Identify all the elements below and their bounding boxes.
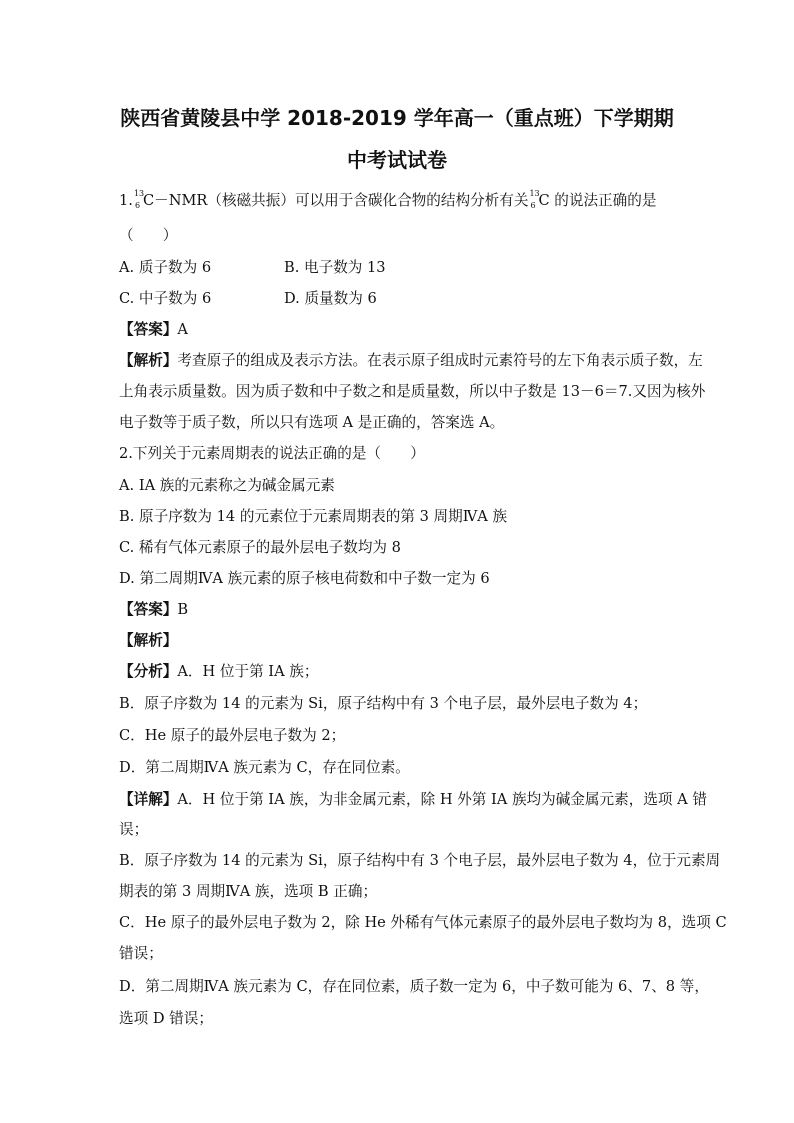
q2-fenxi-d: D．第二周期ⅣA 族元素为 C，存在同位素。 — [119, 759, 410, 776]
q1-option-a: A. 质子数为 6 — [119, 259, 212, 276]
q2-xiangjie-a1 — [119, 790, 707, 810]
q2-xiangjie-d2: 选项 D 错误； — [119, 1010, 213, 1027]
q2-fenxi-c: C．He 原子的最外层电子数为 2； — [119, 727, 346, 744]
q1-analysis-line1 — [119, 351, 703, 371]
answer-label: 【答案】 — [119, 601, 178, 618]
q2-xiangjie-c2: 错误； — [119, 945, 163, 962]
isotope-atomic-number-2: 6 — [530, 201, 536, 210]
q1-stem-text-a: C－NMR（核磁共振）可以用于含碳化合物的结构分析有关 — [142, 192, 529, 209]
q2-option-b: B. 原子序数为 14 的元素位于元素周期表的第 3 周期ⅣA 族 — [119, 508, 508, 525]
q2-xiangjie-d1: D．第二周期ⅣA 族元素为 C，存在同位素，质子数一定为 6，中子数可能为 6、7、8 等， — [119, 978, 709, 995]
isotope-mass-number: 13 — [133, 189, 145, 198]
q2-xiangjie-c1: C．He 原子的最外层电子数为 2，除 He 外稀有气体元素原子的最外层电子数均为 8，选项 C — [119, 914, 727, 931]
q1-analysis-line3: 电子数等于质子数，所以只有选项 A 是正确的，答案选 A。 — [119, 414, 505, 431]
q2-fenxi-b: B．原子序数为 14 的元素为 Si，原子结构中有 3 个电子层，最外层电子数为 4； — [119, 695, 648, 712]
carbon13-isotope-notation-2 — [528, 191, 538, 211]
fenxi-text: A．H 位于第 IA 族； — [177, 663, 319, 680]
answer-value: B — [177, 601, 189, 618]
q2-fenxi-a — [119, 662, 318, 682]
page-title-line1: 陕西省黄陵县中学 2018-2019 学年高一（重点班）下学期期 — [120, 106, 674, 130]
q1-options-row1 — [119, 258, 386, 278]
isotope-atomic-number: 6 — [134, 201, 141, 210]
answer-label: 【答案】 — [119, 321, 178, 338]
q2-option-d: D. 第二周期ⅣA 族元素的原子核电荷数和中子数一定为 6 — [119, 570, 490, 587]
q1-option-c: C. 中子数为 6 — [119, 290, 212, 307]
q1-answer — [119, 320, 188, 340]
q1-option-d: D. 质量数为 6 — [284, 290, 377, 307]
isotope-mass-number-2: 13 — [529, 189, 540, 198]
q2-xiangjie-b2: 期表的第 3 周期ⅣA 族，选项 B 正确； — [119, 883, 378, 900]
q2-option-a: A. ⅠA 族的元素称之为碱金属元素 — [119, 477, 335, 494]
xiangjie-text: A．H 位于第 IA 族，为非金属元素，除 H 外第 IA 族均为碱金属元素，选项 A 错 — [177, 791, 707, 808]
answer-value: A — [177, 321, 188, 338]
q1-option-b: B. 电子数为 13 — [284, 259, 386, 276]
q2-option-c: C. 稀有气体元素原子的最外层电子数均为 8 — [119, 539, 401, 556]
q2-stem: 2.下列关于元素周期表的说法正确的是（ ） — [119, 445, 425, 462]
q1-stem-text-b: C 的说法正确的是 — [538, 192, 657, 209]
q2-answer — [119, 600, 188, 620]
fenxi-label: 【分析】 — [119, 663, 178, 680]
q2-xiangjie-a2: 误； — [119, 821, 149, 838]
q1-stem — [119, 191, 656, 211]
analysis-label: 【解析】 — [119, 352, 178, 369]
carbon13-isotope-notation — [133, 191, 143, 211]
q2-xiangjie-b1: B．原子序数为 14 的元素为 Si，原子结构中有 3 个电子层，最外层电子数为 4，位于元素周 — [119, 852, 721, 869]
analysis-text: 考查原子的组成及表示方法。在表示原子组成时元素符号的左下角表示质子数，左 — [177, 352, 703, 369]
q1-number: 1. — [119, 192, 133, 209]
xiangjie-label: 【详解】 — [119, 791, 178, 808]
page-title-line2: 中考试试卷 — [347, 148, 447, 172]
q1-answer-blank: （ ） — [119, 227, 178, 244]
q2-analysis-label: 【解析】 — [119, 632, 178, 649]
q1-options-row2 — [119, 289, 377, 309]
q1-analysis-line2: 上角表示质量数。因为质子数和中子数之和是质量数，所以中子数是 13－6＝7.又因为核外 — [119, 383, 706, 400]
